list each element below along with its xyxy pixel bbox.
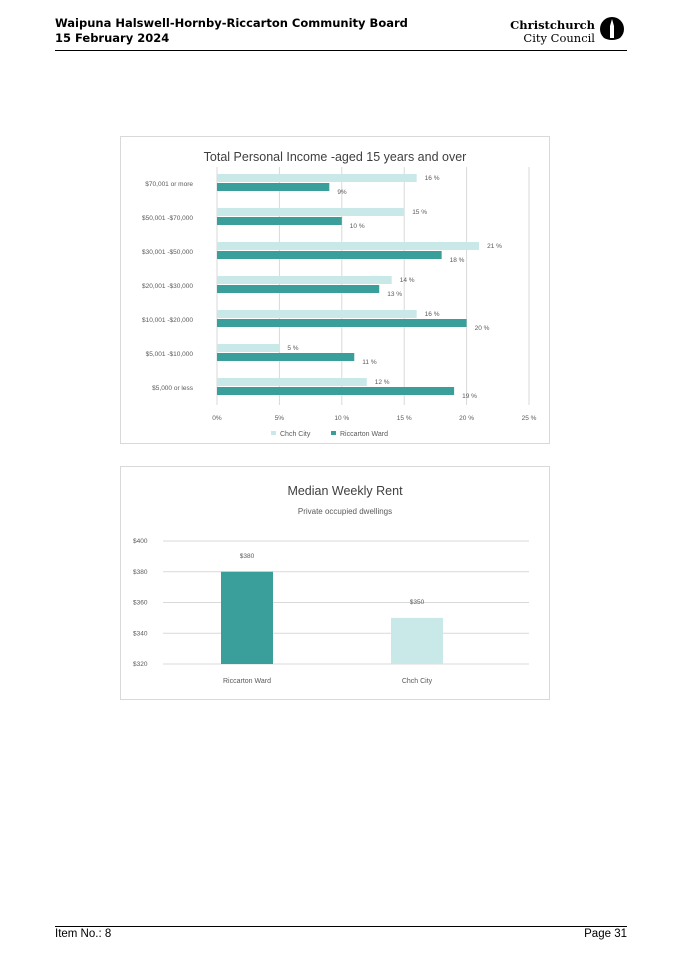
- data-label-riccarton-ward: 10 %: [349, 223, 365, 230]
- legend-swatch-riccarton-ward: [331, 431, 336, 435]
- bar-chch-city: [217, 242, 479, 250]
- data-label-riccarton-ward: 9%: [337, 189, 347, 196]
- x-tick-label: 25 %: [521, 415, 537, 422]
- x-tick-label: 5%: [274, 415, 285, 422]
- data-label-riccarton-ward: 20 %: [474, 325, 490, 332]
- category-label: Chch City: [401, 678, 433, 685]
- meeting-date: 15 February 2024: [55, 31, 170, 45]
- data-label-chch-city: 14 %: [399, 277, 415, 284]
- bar-riccarton-ward: [221, 572, 273, 664]
- y-tick-label: $380: [133, 568, 148, 576]
- category-label: $70,001 or more: [145, 181, 193, 188]
- page-header: [55, 16, 627, 51]
- income-chart-frame: [120, 136, 550, 444]
- logo-text-line1: Christchurch: [510, 18, 595, 32]
- category-label: $50,001 -$70,000: [142, 215, 193, 222]
- bar-riccarton-ward: [217, 183, 329, 191]
- data-label-riccarton-ward: 18 %: [449, 257, 465, 264]
- data-label: $350: [409, 598, 425, 606]
- y-tick-label: $340: [133, 630, 148, 638]
- category-label: $5,000 or less: [152, 385, 193, 392]
- bar-chch-city: [217, 208, 404, 216]
- data-label-riccarton-ward: 11 %: [362, 359, 377, 366]
- category-label: $20,001 -$30,000: [142, 283, 193, 290]
- data-label: $380: [239, 552, 255, 560]
- board-name: Waipuna Halswell-Hornby-Riccarton Community Board: [55, 16, 408, 30]
- x-tick-label: 20 %: [459, 415, 475, 422]
- bar-riccarton-ward: [217, 387, 454, 395]
- logo-text-line2: City Council: [523, 31, 595, 45]
- chart-title: Median Weekly Rent: [287, 484, 403, 498]
- category-label: $10,001 -$20,000: [142, 317, 193, 324]
- x-tick-label: 0%: [212, 415, 222, 422]
- legend-swatch-chch-city: [271, 431, 276, 435]
- legend-label-riccarton-ward: Riccarton Ward: [340, 431, 388, 438]
- rent-chart-frame: [120, 466, 550, 700]
- legend-label-chch-city: Chch City: [280, 431, 311, 438]
- data-label-chch-city: 5 %: [287, 345, 299, 352]
- category-label: Riccarton Ward: [223, 678, 271, 685]
- y-tick-label: $400: [133, 538, 148, 545]
- cathedral-logo-icon: [599, 16, 625, 44]
- bar-chch-city: [217, 310, 417, 318]
- data-label-riccarton-ward: 13 %: [387, 291, 403, 298]
- x-tick-label: 15 %: [396, 415, 412, 422]
- bar-chch-city: [217, 378, 367, 386]
- data-label-chch-city: 16 %: [424, 175, 440, 182]
- bar-chch-city: [217, 344, 279, 352]
- chart-subtitle: Private occupied dwellings: [297, 507, 393, 516]
- item-number: Item No.: 8: [55, 928, 112, 940]
- data-label-chch-city: 15 %: [412, 209, 428, 216]
- data-label-chch-city: 21 %: [487, 243, 502, 250]
- bar-riccarton-ward: [217, 285, 379, 293]
- page-footer: [55, 926, 627, 940]
- page-number: Page 31: [584, 928, 627, 940]
- council-logo: [510, 16, 625, 46]
- income-chart: [121, 137, 549, 443]
- bar-riccarton-ward: [217, 353, 354, 361]
- bar-chch-city: [217, 276, 392, 284]
- data-label-chch-city: 16 %: [424, 311, 440, 318]
- category-label: $30,001 -$50,000: [142, 249, 193, 256]
- rent-chart: [121, 467, 549, 699]
- bar-chch-city: [391, 618, 443, 664]
- y-tick-label: $360: [133, 599, 148, 607]
- bar-riccarton-ward: [217, 319, 467, 327]
- category-label: $5,001 -$10,000: [145, 351, 193, 358]
- y-tick-label: $320: [133, 661, 148, 668]
- bar-riccarton-ward: [217, 251, 442, 259]
- data-label-chch-city: 12 %: [374, 379, 390, 386]
- data-label-riccarton-ward: 19 %: [462, 393, 477, 400]
- chart-title: Total Personal Income -aged 15 years and over: [203, 150, 467, 164]
- bar-riccarton-ward: [217, 217, 342, 225]
- bar-chch-city: [217, 174, 417, 182]
- x-tick-label: 10 %: [334, 415, 350, 422]
